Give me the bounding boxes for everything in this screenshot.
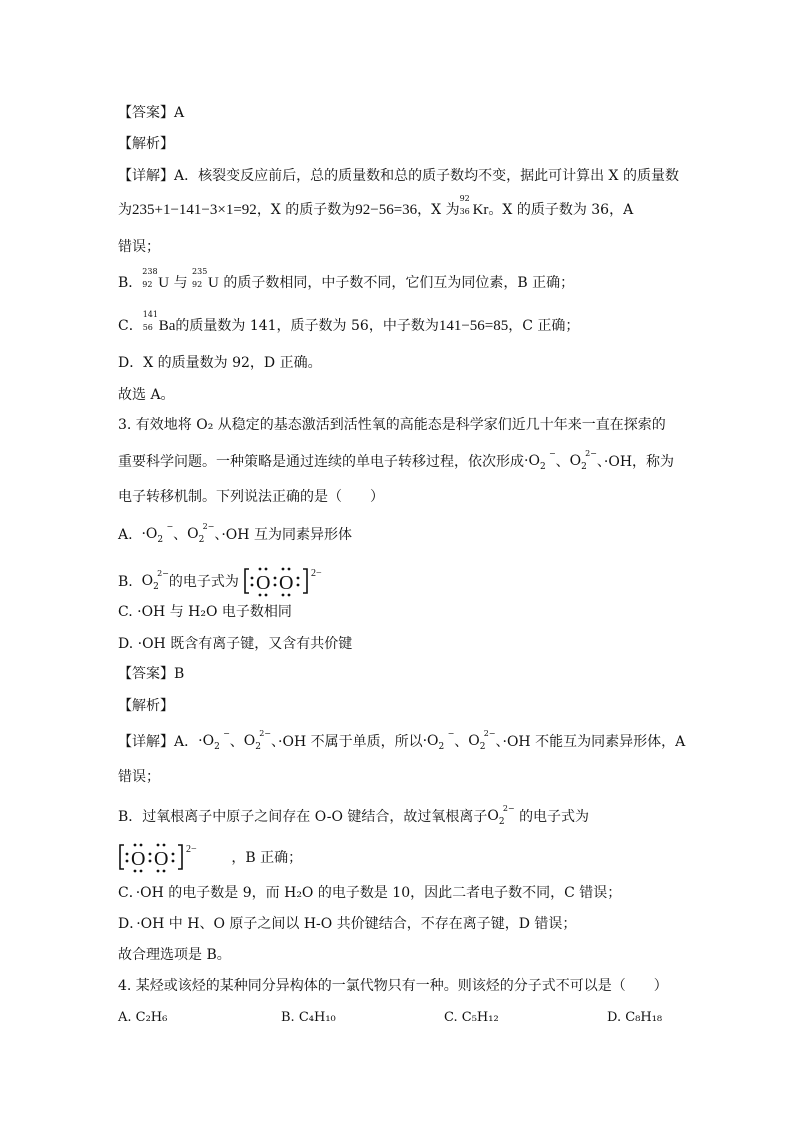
text: ，X 为 [417,202,460,218]
text: 重要科学问题。一种策略是通过连续的单电子转移过程，依次形成 [118,454,524,470]
option-b [118,566,335,598]
peroxide-ion: $O_2$ 2− [187,522,215,545]
detail-line [118,804,590,827]
detail-line: 错误； [118,769,160,785]
text: 、·OH 互为同素异形体 [214,527,352,543]
detail-line: D．·OH 中 H、O 原子之间以 H-O 共价键结合，不存在离子键，D 错误； [118,916,577,932]
svg-text:O: O [131,848,146,870]
text: A. [118,527,133,543]
detail-line [118,310,580,335]
question-stem: 4. 某烃或该烃的某种同分异构体的一氯代物只有一种。则该烃的分子式不可以是（ ） [118,978,668,994]
equation: 92−56=36 [355,202,418,218]
svg-text:O: O [256,572,271,594]
option-c: C. ·OH 与 H₂O 电子数相同 [118,604,292,620]
peroxide-ion: $O_2$ 2− [468,729,496,752]
conclusion: 故合理选项是 B。 [118,947,231,963]
option-b: B. C₄H₁₀ [281,1010,336,1025]
answer-label: 【答案】B [118,666,185,682]
detail-line [118,267,575,292]
peroxide-lewis-structure [118,842,218,874]
detail-line: 【详解】A．$\cdot O_2$ − 、$O_2$ 2− 、·OH 不属于单质，所以$\cdot O_2$ − 、$O_2$ 2− 、·OH 不能互为同素异形体，A [118,729,686,752]
conclusion: 故选 A。 [118,387,175,403]
nuclide-ba: 141 56 Ba [142,310,176,334]
detail-line: D．X 的质量数为 92，D 正确。 [118,355,322,371]
option-a: A. C₂H₆ [118,1010,168,1025]
text: 的质量数为 141，质子数为 56，中子数为 [175,318,439,334]
peroxide-lewis-structure [243,566,335,598]
detail-line: 【详解】A．核裂变反应前后，总的质量数和总的质子数均不变，据此可计算出 X 的质量数 [118,168,679,184]
text: B. [118,574,133,590]
analysis-label: 【解析】 [118,698,174,714]
equation: 235+1−141−3×1=92 [132,202,257,218]
option-c: C. C₅H₁₂ [444,1010,499,1025]
text: 。X 的质子数为 36，A [488,202,634,218]
svg-text:O: O [279,572,294,594]
text: 的质子数相同，中子数不同，它们互为同位素，B 正确； [223,275,575,291]
detail-line [118,842,302,874]
option-d: D. ·OH 既含有离子键，又含有共价键 [118,636,353,652]
peroxide-ion: $O_2$ 2− [487,804,515,827]
nuclide-kr: 92 36 Kr [459,194,489,218]
superoxide-ion: $\cdot O_2$ − [524,449,556,472]
option-d: D. C₈H₁₈ [607,1010,663,1025]
text: 、·OH 不属于单质，所以 [271,734,423,750]
question-stem: 电子转移机制。下列说法正确的是（ ） [118,489,384,505]
text: 、·OH，称为 [596,454,675,470]
equation: 141−56=85 [438,318,509,334]
text: 、·OH 不能互为同素异形体，A [495,734,686,750]
superoxide-ion: $\cdot O_2$ − [422,729,455,752]
nuclide-u238: 238 92 U [142,267,170,291]
text: ，C 正确； [508,318,580,334]
svg-text:2−: 2− [186,844,197,855]
text: 为 [118,202,132,218]
analysis-label: 【解析】 [118,136,174,152]
question-stem: 3. 有效地将 O₂ 从稳定的基态激活到活性氧的高能态是科学家们近几十年来一直在探索的 [118,417,666,433]
answer-label: 【答案】A [118,105,185,121]
text: 【详解】A． [118,734,199,750]
detail-line: C．·OH 的电子数是 9，而 H₂O 的电子数是 10，因此二者电子数不同，C 错误； [118,885,622,901]
svg-text:2−: 2− [311,568,322,579]
text: B． [118,275,143,291]
svg-text:O: O [154,848,169,870]
text: C． [118,318,143,334]
option-a: A. $\cdot O_2$ − 、$O_2$ 2− 、·OH 互为同素异形体 [118,522,352,545]
peroxide-ion: $O_2$ 2− [141,569,169,592]
detail-line [118,194,634,219]
peroxide-ion: $O_2$ 2− [569,449,597,472]
text: ，B 正确； [231,850,303,866]
superoxide-ion: $\cdot O_2$ − [141,522,174,545]
text: B．过氧根离子中原子之间存在 O-O 键结合，故过氧根离子 [118,809,488,825]
text: ，X 的质子数为 [256,202,356,218]
detail-line: 错误； [118,239,160,255]
peroxide-ion: $O_2$ 2− [243,729,272,752]
text: 的电子式为 [519,809,590,825]
text: 的电子式为 [168,574,239,590]
nuclide-u235: 235 92 U [192,267,219,291]
superoxide-ion: $\cdot O_2$ − [198,729,230,752]
text: 与 [173,275,188,291]
question-stem: 重要科学问题。一种策略是通过连续的单电子转移过程，依次形成$\cdot O_2$ − 、$O_2$ 2− 、·OH，称为 [118,449,675,472]
